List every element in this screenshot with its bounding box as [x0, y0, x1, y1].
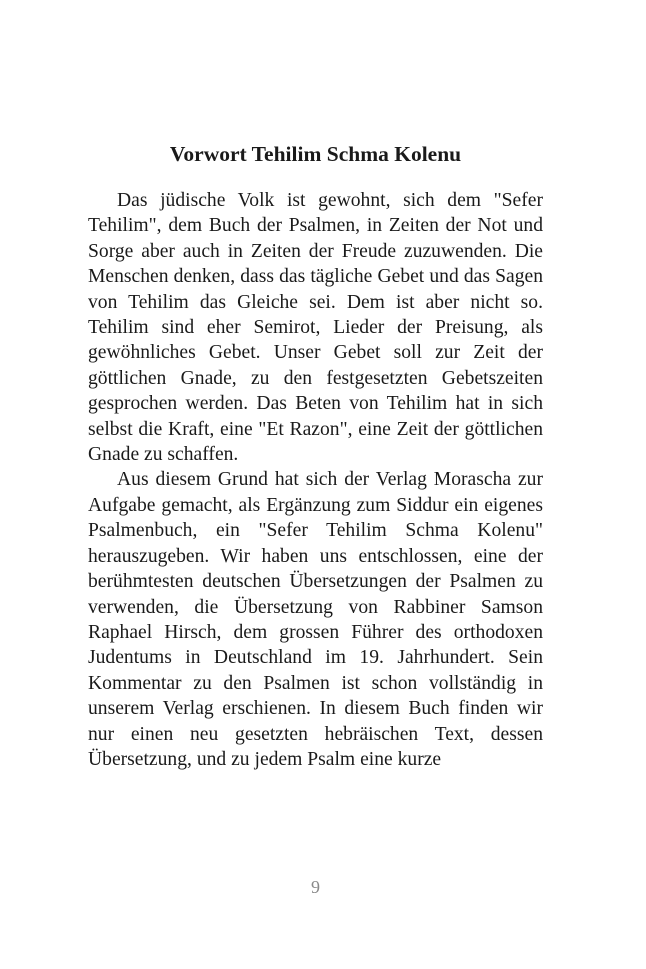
page-number: 9: [311, 877, 320, 897]
book-page: [88, 0, 543, 969]
paragraph-1: Das jüdische Volk ist gewohnt, sich dem "Sefer Tehilim", dem Buch der Psalmen, in Zeiten der Not und Sorge aber auch in Zeiten der Freude zuzuwenden. Die Menschen denken, dass das tägliche Gebet und das Sagen von Tehilim das Gleiche sei. Dem ist aber nicht so. Tehilim sind eher Semirot, Lieder der Preisung, als gewöhnliches Gebet. Unser Gebet soll zur Zeit der göttlichen Gnade, zu den festgesetzten Gebetszeiten gesprochen werden. Das Beten von Tehilim hat in sich selbst die Kraft, eine "Et Razon", eine Zeit der göttlichen Gnade zu schaffen.: [88, 190, 543, 466]
body-text: [88, 188, 543, 772]
chapter-title: Vorwort Tehilim Schma Kolenu: [169, 142, 462, 166]
paragraph-2: Aus diesem Grund hat sich der Verlag Morascha zur Aufgabe gemacht, als Ergänzung zum Siddur ein eigenes Psalmenbuch, ein "Sefer Tehilim Schma Kolenu" herauszugeben. Wir haben uns entschlossen, eine der berühmtesten deutschen Übersetzungen der Psalmen zu verwenden, die Übersetzung von Rabbiner Samson Raphael Hirsch, dem grossen Führer des orthodoxen Judentums in Deutschland im 19. Jahrhundert. Sein Kommentar zu den Psalmen ist schon vollständig in unserem Verlag erschienen. In diesem Buch finden wir nur einen neu gesetzten hebräischen Text, dessen Übersetzung, und zu jedem Psalm eine kurze: [88, 469, 543, 770]
